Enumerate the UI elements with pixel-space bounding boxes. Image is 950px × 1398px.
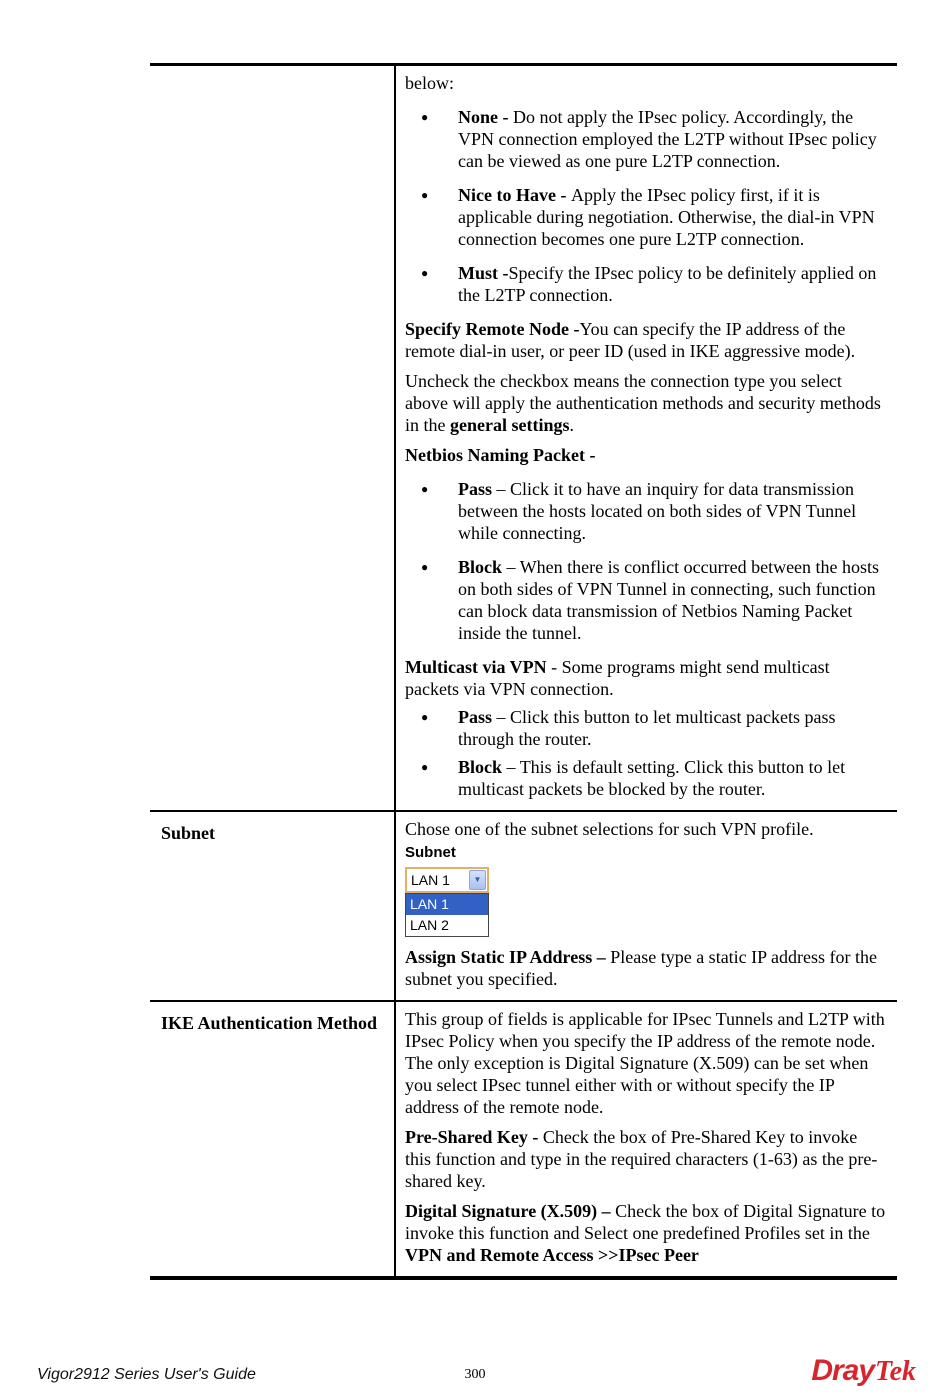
- paragraph-body: Please type a static IP address for the subnet you specified.: [405, 947, 877, 989]
- paragraph-body: Chose one of the subnet selections for such VPN profile.: [405, 819, 814, 839]
- bullet-icon: ●: [421, 110, 429, 124]
- subnet-dropdown-list: [405, 893, 489, 937]
- dropdown-option-lan2[interactable]: LAN 2: [410, 917, 449, 933]
- paragraph-body: - Some programs might send multicast packets via VPN connection.: [405, 657, 830, 699]
- bullet-lead: Block: [458, 757, 503, 777]
- paragraph-body: This group of fields is applicable for IPsec Tunnels and L2TP with IPsec Policy when you specify the IP address of the remote node. The only exception is Digital Signature (X.509) can be set when you select IPsec tunnel either with or without specify the IP address of the remote node.: [405, 1009, 885, 1117]
- table-row-ike-authentication-method: [150, 1000, 897, 1276]
- bullet-icon: ●: [421, 482, 429, 496]
- subnet-widget-label: Subnet: [405, 844, 456, 861]
- paragraph-pre-shared-key: [405, 1126, 887, 1192]
- paragraph-body: Check the box of Pre-Shared Key to invoke this function and type in the required characters (1-63) as the pre-shared key.: [405, 1127, 878, 1191]
- paragraph-subnet-intro: [405, 818, 887, 840]
- paragraph-body: Uncheck the checkbox means the connection type you select above will apply the authentication methods and security methods in the: [405, 371, 881, 435]
- paragraph-intro: [405, 72, 887, 94]
- term-cell-empty: [150, 66, 396, 810]
- description-cell: [396, 812, 897, 1000]
- draytek-logo-dray: Dray: [811, 1354, 875, 1387]
- bullet-text: [458, 478, 887, 544]
- term-cell-ike-authentication-method: [150, 1002, 396, 1276]
- dropdown-arrow-icon[interactable]: ▼: [469, 870, 486, 890]
- subnet-select-value: LAN 1: [411, 872, 450, 888]
- bullet-item-multicast-pass: [405, 706, 887, 750]
- paragraph-uncheck-checkbox: [405, 370, 887, 436]
- bullet-text: [458, 106, 887, 172]
- term-cell-subnet: [150, 812, 396, 1000]
- bullet-lead: Block: [458, 557, 503, 577]
- draytek-logo-tek: Tek: [875, 1356, 916, 1387]
- description-cell: [396, 66, 897, 810]
- bullet-body: – Click this button to let multicast packets pass through the router.: [458, 707, 836, 749]
- bullet-body: Apply the IPsec policy first, if it is applicable during negotiation. Otherwise, the dial-in VPN connection becomes one pure L2TP connection.: [458, 185, 875, 249]
- table-row-subnet: [150, 810, 897, 1000]
- paragraph-lead: Multicast via VPN: [405, 657, 547, 677]
- bullet-item-multicast-block: [405, 756, 887, 800]
- bullet-lead: None -: [458, 107, 513, 127]
- bullet-text: [458, 706, 887, 750]
- bullet-icon: ●: [421, 710, 429, 724]
- bullet-item-none: [405, 106, 887, 172]
- intro-text: below:: [405, 73, 454, 93]
- description-cell: [396, 1002, 897, 1276]
- reference-table: [150, 63, 897, 1280]
- bullet-icon: ●: [421, 560, 429, 574]
- bullet-text: [458, 262, 887, 306]
- bullet-text: [458, 556, 887, 644]
- bullet-icon: ●: [421, 266, 429, 280]
- bullet-text: [458, 184, 887, 250]
- bullet-body: – When there is conflict occurred between the hosts on both sides of VPN Tunnel in connecting, such function can block data transmission of Netbios Naming Packet inside the tunnel.: [458, 557, 880, 643]
- bullet-item-nice-to-have: [405, 184, 887, 250]
- paragraph-ike-intro: [405, 1008, 887, 1118]
- bullet-lead: Nice to Have -: [458, 185, 571, 205]
- paragraph-bold-reference: VPN and Remote Access >>IPsec Peer: [405, 1245, 699, 1265]
- subnet-dropdown-screenshot: [405, 844, 887, 937]
- paragraph-specify-remote-node: [405, 318, 887, 362]
- table-row-connection-type-continuation: [150, 66, 897, 810]
- term-label: IKE Authentication Method: [161, 1013, 378, 1033]
- dropdown-option-lan1[interactable]: LAN 1: [406, 894, 488, 915]
- paragraph-multicast-via-vpn: [405, 656, 887, 700]
- paragraph-body: Check the box of Digital Signature to invoke this function and Select one predefined Profiles set in the: [405, 1201, 886, 1243]
- paragraph-body: You can specify the IP address of the remote dial-in user, or peer ID (used in IKE aggressive mode).: [405, 319, 856, 361]
- footer-page-number: 300: [464, 1367, 486, 1382]
- paragraph-body: .: [569, 415, 574, 435]
- bullet-body: – Click it to have an inquiry for data transmission between the hosts located on both sides of VPN Tunnel while connecting.: [458, 479, 857, 543]
- bullet-item-netbios-pass: [405, 478, 887, 544]
- bullet-item-must: [405, 262, 887, 306]
- bullet-lead: Pass: [458, 707, 493, 727]
- paragraph-netbios-naming-packet: [405, 444, 887, 466]
- paragraph-lead: Netbios Naming Packet -: [405, 445, 596, 465]
- paragraph-lead: Digital Signature (X.509) –: [405, 1201, 616, 1221]
- draytek-logo: [811, 1356, 916, 1391]
- bullet-lead: Must -: [458, 263, 509, 283]
- term-label: Subnet: [161, 823, 216, 843]
- paragraph-assign-static-ip: [405, 946, 887, 990]
- bullet-lead: Pass: [458, 479, 493, 499]
- bullet-body: Do not apply the IPsec policy. Accordingly, the VPN connection employed the L2TP without IPsec policy can be viewed as one pure L2TP connection.: [458, 107, 877, 171]
- bullet-body: – This is default setting. Click this button to let multicast packets be blocked by the router.: [458, 757, 846, 799]
- paragraph-lead: Assign Static IP Address –: [405, 947, 611, 967]
- paragraph-bold: general settings: [450, 415, 570, 435]
- bullet-body: Specify the IPsec policy to be definitely applied on the L2TP connection.: [458, 263, 877, 305]
- paragraph-lead: Specify Remote Node -: [405, 319, 580, 339]
- footer-guide-title: Vigor2912 Series User's Guide: [37, 1366, 256, 1383]
- subnet-select[interactable]: [405, 867, 489, 893]
- bullet-text: [458, 756, 887, 800]
- bullet-icon: ●: [421, 760, 429, 774]
- paragraph-lead: Pre-Shared Key -: [405, 1127, 543, 1147]
- bullet-icon: ●: [421, 188, 429, 202]
- paragraph-digital-signature: [405, 1200, 887, 1266]
- bullet-item-netbios-block: [405, 556, 887, 644]
